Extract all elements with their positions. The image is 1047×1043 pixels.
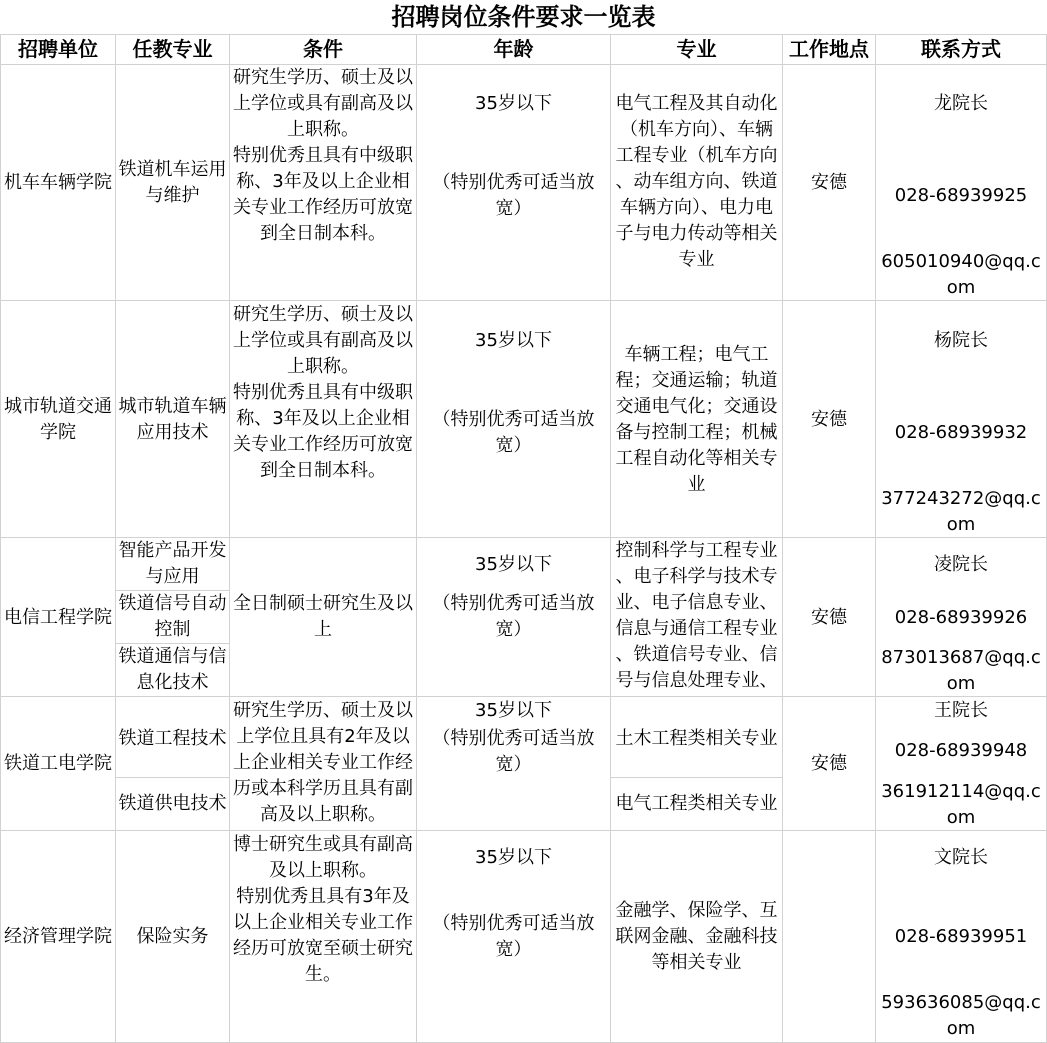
header-row (0, 35, 1047, 65)
contact-email (876, 990, 1046, 1042)
age-limit-text (417, 552, 610, 578)
location-block (783, 605, 875, 631)
unit-text (1, 170, 115, 196)
condition-line: 关专业工作经历可放宽 (233, 434, 413, 455)
major-line: 业、电子信息专业、 (615, 592, 778, 613)
table-row (0, 538, 1047, 697)
subject-line: 与维护 (145, 185, 200, 206)
major-line: 土木工程类相关专业 (615, 728, 778, 749)
condition-line: 高及以上职称。 (260, 804, 386, 825)
contact-phone: 028-68939932 (894, 422, 1028, 443)
age-note-line: 宽） (495, 435, 532, 456)
subject-text (116, 394, 229, 446)
contact-name: 王院长 (934, 700, 988, 721)
subject-text (116, 591, 229, 643)
condition-line: 称、3年及以上企业相 (236, 171, 410, 192)
contact-email-line: om (946, 277, 976, 298)
age-note (417, 911, 610, 963)
unit-text (1, 394, 115, 446)
header-label: 任教专业 (132, 37, 213, 61)
condition-line: 上学位且具有2年及以 (236, 726, 410, 747)
table-row (0, 301, 1047, 538)
major-line: 等相关专业 (651, 952, 742, 973)
location-text: 安德 (811, 753, 847, 774)
location-block (783, 751, 875, 777)
contact-email-line: 605010940@qq.c (881, 251, 1041, 272)
major-cell (611, 538, 783, 697)
conditions-text (230, 65, 416, 247)
age-limit-text (417, 91, 610, 117)
condition-line: 称、3年及以上企业相 (236, 408, 410, 429)
conditions-text (230, 302, 416, 484)
age-note-line: （特别优秀可适当放 (432, 913, 595, 934)
subject-line: 应用技术 (136, 422, 209, 443)
contact-email-line: 593636085@qq.c (881, 992, 1041, 1013)
contact-name-block (876, 91, 1046, 117)
header-cell-conditions (230, 35, 417, 65)
contact-name-block (876, 328, 1046, 354)
major-line: 、动车组方向、铁道 (615, 171, 778, 192)
location-cell (783, 697, 876, 831)
subject-text (116, 791, 229, 817)
major-line: 、铁道信号专业、信 (615, 644, 778, 665)
subject-line: 城市轨道车辆 (118, 396, 227, 417)
subject-line: 息化技术 (136, 672, 209, 693)
contact-name-block (876, 845, 1046, 871)
age-note (417, 591, 610, 643)
contact-email-line: 873013687@qq.c (881, 647, 1041, 668)
unit-text (1, 605, 115, 631)
age-cell (417, 538, 611, 697)
sheet-title: 招聘岗位条件要求一览表 (0, 0, 1047, 35)
subject-cell (116, 831, 230, 1043)
contact-name: 文院长 (934, 847, 988, 868)
condition-line: 特别优秀且具有中级职 (233, 145, 413, 166)
contact-email (876, 645, 1046, 697)
table-row (0, 697, 1047, 831)
unit-name: 学院 (40, 422, 76, 443)
unit-cell (0, 65, 116, 301)
age-cell (417, 301, 611, 538)
subject-line: 智能产品开发 (118, 540, 227, 561)
subject-cell (116, 697, 230, 778)
major-line: 电气工程类相关专业 (615, 793, 778, 814)
major-text (611, 342, 782, 498)
table-row (0, 65, 1047, 301)
unit-name: 电信工程学院 (4, 607, 112, 628)
location-cell (783, 301, 876, 538)
age-note-line: 宽） (495, 939, 532, 960)
major-line: 备与控制工程；机械 (615, 422, 778, 443)
location-text: 安德 (811, 172, 847, 193)
header-cell-major (611, 35, 783, 65)
subject-text (116, 726, 229, 752)
age-cell (417, 65, 611, 301)
major-cell (611, 778, 783, 831)
major-text (611, 91, 782, 273)
major-text (611, 898, 782, 976)
condition-line: 到全日制本科。 (260, 460, 386, 481)
contact-email (876, 249, 1046, 301)
contact-phone-block (876, 183, 1046, 209)
age-limit: 35岁以下 (475, 847, 552, 868)
unit-text (1, 751, 115, 777)
condition-line: 研究生学历、硕士及以 (233, 700, 413, 721)
contact-email (876, 779, 1046, 831)
major-line: 程；交通运输；轨道 (615, 370, 778, 391)
subject-line: 铁道工程技术 (118, 728, 227, 749)
conditions-text (230, 591, 416, 643)
header-label: 招聘单位 (18, 37, 98, 61)
subject-line: 控制 (154, 619, 191, 640)
contact-phone: 028-68939948 (894, 740, 1028, 761)
subject-text (116, 157, 229, 209)
contact-email-line: 361912114@qq.c (881, 781, 1041, 802)
table-row (0, 831, 1047, 1043)
header-cell-unit (0, 35, 116, 65)
condition-line: 特别优秀且具有3年及 (236, 886, 410, 907)
contact-email-line: om (946, 1018, 976, 1039)
unit-cell (0, 697, 116, 831)
subject-cell (116, 644, 230, 697)
contact-cell (876, 538, 1047, 697)
major-line: 车辆工程；电气工 (624, 344, 769, 365)
contact-email-line: om (946, 673, 976, 694)
major-line: 号与信息处理专业、 (615, 670, 778, 691)
contact-name-block (876, 552, 1046, 578)
subject-text (116, 924, 229, 950)
subject-cell (116, 301, 230, 538)
conditions-text (230, 832, 416, 988)
age-limit: 35岁以下 (475, 330, 552, 351)
age-note (417, 726, 610, 778)
major-cell (611, 65, 783, 301)
major-line: 控制科学与工程专业 (615, 540, 778, 561)
age-note-line: （特别优秀可适当放 (432, 728, 595, 749)
condition-line: 以上企业相关专业工作 (233, 912, 413, 933)
condition-line: 全日制硕士研究生及以 (233, 593, 413, 614)
major-line: 工程自动化等相关专 (615, 448, 778, 469)
contact-cell (876, 831, 1047, 1043)
subject-cell (116, 591, 230, 644)
age-note (417, 407, 610, 459)
subject-line: 铁道机车运用 (118, 159, 227, 180)
contact-email (876, 486, 1046, 538)
contact-phone-block (876, 605, 1046, 631)
contact-name: 凌院长 (934, 554, 988, 575)
condition-line: 到全日制本科。 (260, 223, 386, 244)
header-cell-age (417, 35, 611, 65)
header-label: 联系方式 (921, 37, 1001, 61)
header-label: 年龄 (493, 37, 534, 61)
age-note-line: （特别优秀可适当放 (432, 172, 595, 193)
subject-line: 与应用 (145, 566, 200, 587)
condition-line: 上职称。 (287, 119, 359, 140)
condition-line: 博士研究生或具有副高 (233, 834, 413, 855)
location-block (783, 407, 875, 433)
subject-cell (116, 538, 230, 591)
contact-cell (876, 65, 1047, 301)
age-note-line: （特别优秀可适当放 (432, 409, 595, 430)
major-line: 电气工程及其自动化 (615, 93, 778, 114)
contact-name-block (876, 698, 1046, 724)
condition-line: 特别优秀且具有中级职 (233, 382, 413, 403)
major-text (611, 726, 782, 752)
location-text: 安德 (811, 409, 847, 430)
age-note-line: （特别优秀可适当放 (432, 593, 595, 614)
contact-phone-block (876, 924, 1046, 950)
contact-phone: 028-68939926 (894, 607, 1028, 628)
major-text (611, 791, 782, 817)
unit-cell (0, 831, 116, 1043)
age-cell (417, 697, 611, 831)
subject-line: 保险实务 (136, 926, 209, 947)
header-cell-contact (876, 35, 1047, 65)
header-cell-subject (116, 35, 230, 65)
major-line: 金融学、保险学、互 (615, 900, 778, 921)
major-line: 联网金融、金融科技 (615, 926, 778, 947)
location-cell (783, 831, 876, 1043)
conditions-text (230, 698, 416, 828)
subject-text (116, 538, 229, 590)
major-line: （机车方向）、车辆 (620, 119, 773, 140)
condition-line: 上 (314, 619, 332, 640)
header-label: 工作地点 (789, 37, 869, 61)
age-limit: 35岁以下 (475, 93, 552, 114)
major-line: 、电子科学与技术专 (615, 566, 778, 587)
unit-cell (0, 301, 116, 538)
major-line: 车辆方向）、电力电 (620, 197, 773, 218)
age-limit: 35岁以下 (475, 554, 552, 575)
unit-name: 机车车辆学院 (4, 172, 112, 193)
condition-line: 关专业工作经历可放宽 (233, 197, 413, 218)
contact-phone-block (876, 738, 1046, 764)
contact-phone: 028-68939925 (894, 185, 1028, 206)
header-label: 条件 (303, 37, 343, 61)
condition-line: 上企业相关专业工作经 (233, 752, 413, 773)
major-line: 业 (687, 474, 706, 495)
conditions-cell (230, 65, 417, 301)
location-block (783, 170, 875, 196)
header-cell-location (783, 35, 876, 65)
age-limit-text (417, 328, 610, 354)
age-note-line: 宽） (495, 619, 532, 640)
major-line: 专业 (678, 249, 715, 270)
unit-name: 铁道工电学院 (4, 753, 112, 774)
location-cell (783, 538, 876, 697)
condition-line: 生。 (305, 964, 341, 985)
condition-line: 经历可放宽至硕士研究 (233, 938, 413, 959)
contact-phone-block (876, 420, 1046, 446)
header-label: 专业 (676, 37, 717, 61)
major-cell (611, 301, 783, 538)
condition-line: 研究生学历、硕士及以 (233, 67, 413, 88)
age-limit-text (417, 845, 610, 871)
conditions-cell (230, 301, 417, 538)
condition-line: 上职称。 (287, 356, 359, 377)
major-cell (611, 831, 783, 1043)
subject-line: 铁道通信与信 (118, 646, 227, 667)
condition-line: 上学位或具有副高及以 (233, 330, 413, 351)
major-text (611, 538, 782, 694)
location-text: 安德 (811, 607, 847, 628)
contact-cell (876, 301, 1047, 538)
unit-name: 城市轨道交通 (4, 396, 112, 417)
major-line: 信息与通信工程专业 (615, 618, 778, 639)
subject-cell (116, 65, 230, 301)
condition-line: 历或本科学历且具有副 (233, 778, 413, 799)
unit-name: 经济管理学院 (4, 926, 112, 947)
age-limit: 35岁以下 (475, 700, 552, 721)
conditions-cell (230, 831, 417, 1043)
contact-cell (876, 697, 1047, 831)
age-note-line: 宽） (495, 754, 532, 775)
location-cell (783, 65, 876, 301)
contact-name: 杨院长 (934, 330, 988, 351)
unit-cell (0, 538, 116, 697)
contact-email-line: om (946, 807, 976, 828)
age-note-line: 宽） (495, 198, 532, 219)
age-limit-text (417, 698, 610, 724)
contact-phone: 028-68939951 (894, 926, 1028, 947)
condition-line: 研究生学历、硕士及以 (233, 304, 413, 325)
contact-email-line: 377243272@qq.c (881, 488, 1041, 509)
unit-text (1, 924, 115, 950)
conditions-cell (230, 538, 417, 697)
subject-cell (116, 778, 230, 831)
condition-line: 及以上职称。 (269, 860, 377, 881)
contact-email-line: om (946, 514, 976, 535)
age-cell (417, 831, 611, 1043)
subject-line: 铁道供电技术 (118, 793, 227, 814)
conditions-cell (230, 697, 417, 831)
subject-text (116, 644, 229, 696)
major-line: 工程专业（机车方向 (615, 145, 778, 166)
subject-line: 铁道信号自动 (118, 593, 227, 614)
condition-line: 上学位或具有副高及以 (233, 93, 413, 114)
contact-name: 龙院长 (934, 93, 988, 114)
major-cell (611, 697, 783, 778)
major-line: 交通电气化；交通设 (615, 396, 778, 417)
major-line: 子与电力传动等相关 (615, 223, 778, 244)
age-note (417, 170, 610, 222)
